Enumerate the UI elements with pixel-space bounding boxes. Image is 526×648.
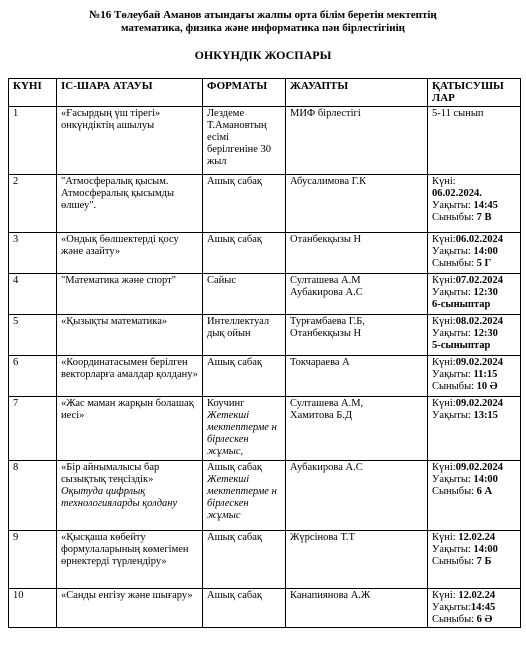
day-number: 9 (13, 532, 19, 543)
cell-format (203, 315, 286, 356)
column-header-event: ІС-ШАРА АТАУЫ (57, 79, 203, 107)
cell-event (57, 531, 203, 589)
table-row (9, 107, 521, 175)
participant-line (432, 381, 516, 393)
header-line-department: математика, физика және информатика пән бірлестігінің (121, 22, 405, 34)
participant-value: 6-сыныптар (432, 299, 491, 310)
event-title: "Атмосфералық қысым. Атмосфералық қысымды өлшеу". (61, 176, 174, 211)
table-row (9, 461, 521, 531)
day-number: 10 (13, 590, 24, 601)
day-number: 6 (13, 357, 19, 368)
format-note: Жетекші мектептерме н бірлескен жұмыс (207, 474, 277, 521)
participant-line (432, 176, 516, 188)
document-header (0, 0, 526, 35)
participant-value: 13:15 (473, 410, 498, 421)
day-number: 8 (13, 462, 19, 473)
participant-value: 14:00 (473, 246, 498, 257)
participant-value: 09.02.2024 (455, 398, 503, 409)
cell-format (203, 461, 286, 531)
participant-line (432, 556, 516, 568)
cell-day (9, 274, 57, 315)
cell-event (57, 356, 203, 397)
participant-value: 6 А (476, 486, 493, 497)
cell-event (57, 233, 203, 274)
responsible-person: Отанбекқызы Н (290, 234, 362, 245)
format-label: Ашық сабақ (207, 234, 263, 245)
event-title: «Координатасымен берілген векторларға амалдар қолдану» (61, 357, 199, 380)
participant-line (432, 398, 516, 410)
participant-value: 14:00 (473, 544, 498, 555)
participant-line (432, 474, 516, 486)
cell-day (9, 589, 57, 628)
day-number: 4 (13, 275, 19, 286)
cell-day (9, 356, 57, 397)
cell-responsible (286, 356, 428, 397)
cell-day (9, 175, 57, 233)
table-row (9, 175, 521, 233)
cell-responsible (286, 531, 428, 589)
cell-responsible (286, 233, 428, 274)
participant-label: Күні: (432, 275, 456, 286)
event-title: «Санды енгізу және шығару» (61, 590, 193, 601)
participant-label: Күні: (432, 357, 456, 368)
event-note: Оқытуда цифрлық технологияларды қолдану (61, 486, 178, 509)
participant-line (432, 316, 516, 328)
participant-value: 08.02.2024 (455, 316, 503, 327)
participant-label: Уақыты: (432, 602, 471, 613)
participant-label: Уақыты: (432, 474, 474, 485)
responsible-person: Отанбекқызы Н (290, 328, 362, 339)
participant-label: Сыныбы: (432, 381, 477, 392)
plan-title: ОНКҮНДІК ЖОСПАРЫ (194, 48, 332, 62)
participant-label: Сыныбы: (432, 556, 477, 567)
participant-label: Күні: (432, 398, 456, 409)
day-number: 2 (13, 176, 19, 187)
participant-line (432, 532, 516, 544)
participant-line (432, 287, 516, 299)
cell-day (9, 315, 57, 356)
participant-line (432, 234, 516, 246)
participant-line (432, 246, 516, 258)
table-row (9, 397, 521, 461)
participant-line (432, 108, 516, 120)
cell-event (57, 175, 203, 233)
participant-line (432, 369, 516, 381)
event-title: «Бір айнымалысы бар сызықтық теңсіздік» (61, 462, 160, 485)
participant-line (432, 602, 516, 614)
participant-value: 06.02.2024. (432, 188, 482, 199)
cell-responsible (286, 175, 428, 233)
format-label: Коучинг (207, 398, 245, 409)
participant-value: 12:30 (473, 328, 498, 339)
format-label: Ашық сабақ (207, 532, 263, 543)
column-header-day: КҮНІ (9, 79, 57, 107)
responsible-person: Аубакирова А.С (290, 287, 363, 298)
event-title: «Жас маман жарқын болашақ иесі» (61, 398, 194, 421)
participant-label: Уақыты: (432, 200, 474, 211)
participant-line (432, 340, 516, 352)
participant-line (432, 614, 516, 626)
cell-participants (428, 233, 521, 274)
participant-label: Сыныбы: (432, 614, 477, 625)
participant-label: Күні: (432, 590, 459, 601)
participant-label: Күні: (432, 316, 456, 327)
responsible-person: Султашева А.М (290, 275, 361, 286)
table-row (9, 589, 521, 628)
responsible-person: Жүрсінова Т.Т (290, 532, 355, 543)
column-header-format: ФОРМАТЫ (203, 79, 286, 107)
cell-day (9, 461, 57, 531)
cell-event (57, 315, 203, 356)
participant-value: 14:45 (470, 602, 496, 613)
responsible-person: Аубакирова А.С (290, 462, 363, 473)
participant-line (432, 275, 516, 287)
column-header-responsible: ЖАУАПТЫ (286, 79, 428, 107)
participant-value: 07.02.2024 (455, 275, 503, 286)
table-header-row (9, 79, 521, 107)
cell-participants (428, 175, 521, 233)
cell-event (57, 397, 203, 461)
participant-label: Күні: (432, 532, 459, 543)
participant-label: Күні: (432, 462, 456, 473)
event-title: "Математика және спорт" (61, 275, 176, 286)
format-label: Сайыс (207, 275, 236, 286)
cell-participants (428, 531, 521, 589)
responsible-person: Хамитова Б.Д (290, 410, 353, 421)
day-number: 5 (13, 316, 19, 327)
participant-value: 5 Г (476, 258, 492, 269)
participant-label: Уақыты: (432, 246, 474, 257)
cell-format (203, 531, 286, 589)
cell-format (203, 589, 286, 628)
participant-value: 7 Б (476, 556, 492, 567)
table-row (9, 315, 521, 356)
header-line-school: №16 Төлеубай Аманов атындағы жалпы орта білім беретін мектептің (89, 9, 437, 21)
cell-day (9, 531, 57, 589)
cell-responsible (286, 315, 428, 356)
participant-line (432, 212, 516, 224)
participant-value: 12.02.24 (458, 532, 496, 543)
cell-participants (428, 107, 521, 175)
participant-label: Күні: (432, 234, 456, 245)
cell-responsible (286, 589, 428, 628)
cell-participants (428, 315, 521, 356)
cell-event (57, 589, 203, 628)
participant-value: 11:15 (473, 369, 498, 380)
participant-value: 12.02.24 (458, 590, 496, 601)
cell-day (9, 233, 57, 274)
event-title: «Ондық бөлшектерді қосу және азайту» (61, 234, 179, 257)
table-row (9, 531, 521, 589)
cell-format (203, 274, 286, 315)
format-label: Интеллектуал дық ойын (207, 316, 270, 339)
cell-event (57, 274, 203, 315)
cell-format (203, 233, 286, 274)
participant-value: 6 Ә (476, 614, 493, 625)
participant-label: Уақыты: (432, 328, 474, 339)
cell-participants (428, 589, 521, 628)
responsible-person: Султашева А.М, (290, 398, 364, 409)
cell-event (57, 107, 203, 175)
participant-label: Сыныбы: (432, 486, 477, 497)
participant-line (432, 410, 516, 422)
table-row (9, 233, 521, 274)
cell-format (203, 175, 286, 233)
cell-responsible (286, 461, 428, 531)
cell-day (9, 397, 57, 461)
participant-label: Уақыты: (432, 287, 474, 298)
participant-value: 14:00 (473, 474, 498, 485)
responsible-person: МИФ бірлестігі (290, 108, 361, 119)
column-header-participants: ҚАТЫСУШЫ ЛАР (428, 79, 521, 107)
participant-line (432, 200, 516, 212)
participant-label: Сыныбы: (432, 212, 477, 223)
day-number: 7 (13, 398, 19, 409)
responsible-person: Токчараева А (290, 357, 350, 368)
cell-participants (428, 274, 521, 315)
participant-line (432, 544, 516, 556)
participant-value: 14:45 (473, 200, 498, 211)
event-title: «Қызықты математика» (61, 316, 168, 327)
participant-label: Уақыты: (432, 544, 474, 555)
format-note: Жетекші мектептерме н бірлескен жұмыс, (207, 410, 277, 457)
participant-label: Уақыты: (432, 410, 474, 421)
cell-participants (428, 356, 521, 397)
participant-value: 12:30 (473, 287, 498, 298)
participant-line (432, 590, 516, 602)
format-label: Ашық сабақ (207, 176, 263, 187)
cell-format (203, 356, 286, 397)
cell-responsible (286, 274, 428, 315)
cell-participants (428, 397, 521, 461)
participant-line (432, 188, 516, 200)
table-row (9, 274, 521, 315)
cell-format (203, 107, 286, 175)
participant-value: 5-сыныптар (432, 340, 491, 351)
responsible-person: Абусалимова Г.К (290, 176, 367, 187)
participant-line (432, 486, 516, 498)
participant-line (432, 299, 516, 311)
table-row (9, 356, 521, 397)
participant-value: 7 В (476, 212, 492, 223)
cell-responsible (286, 107, 428, 175)
event-title: «Ғасырдың үш тірегі» онкүндіктің ашылуы (61, 108, 161, 131)
cell-event (57, 461, 203, 531)
responsible-person: Турғамбаева Г.Б, (290, 316, 365, 327)
participant-line (432, 258, 516, 270)
cell-format (203, 397, 286, 461)
day-number: 3 (13, 234, 19, 245)
participant-label: Уақыты: (432, 369, 474, 380)
cell-day (9, 107, 57, 175)
cell-participants (428, 461, 521, 531)
participant-line (432, 462, 516, 474)
participant-label: Сыныбы: (432, 258, 477, 269)
participant-label: 5-11 сынып (432, 108, 484, 119)
cell-responsible (286, 397, 428, 461)
day-number: 1 (13, 108, 19, 119)
plan-table (8, 78, 521, 628)
format-label: Ашық сабақ (207, 590, 263, 601)
event-title: «Қысқаша көбейту формулаларының көмегімен өрнектерді түрлендіру» (61, 532, 189, 567)
participant-value: 10 Ә (476, 381, 498, 392)
format-label: Лездеме Т.Амановтың есімі берілгеніне 30 жыл (207, 108, 272, 167)
format-label: Ашық сабақ (207, 462, 263, 473)
responsible-person: Канапиянова А.Ж (290, 590, 371, 601)
participant-label: Күні: (432, 176, 456, 187)
participant-value: 09.02.2024 (455, 462, 503, 473)
participant-value: 06.02.2024 (455, 234, 503, 245)
participant-value: 09.02.2024 (455, 357, 503, 368)
participant-line (432, 328, 516, 340)
format-label: Ашық сабақ (207, 357, 263, 368)
participant-line (432, 357, 516, 369)
